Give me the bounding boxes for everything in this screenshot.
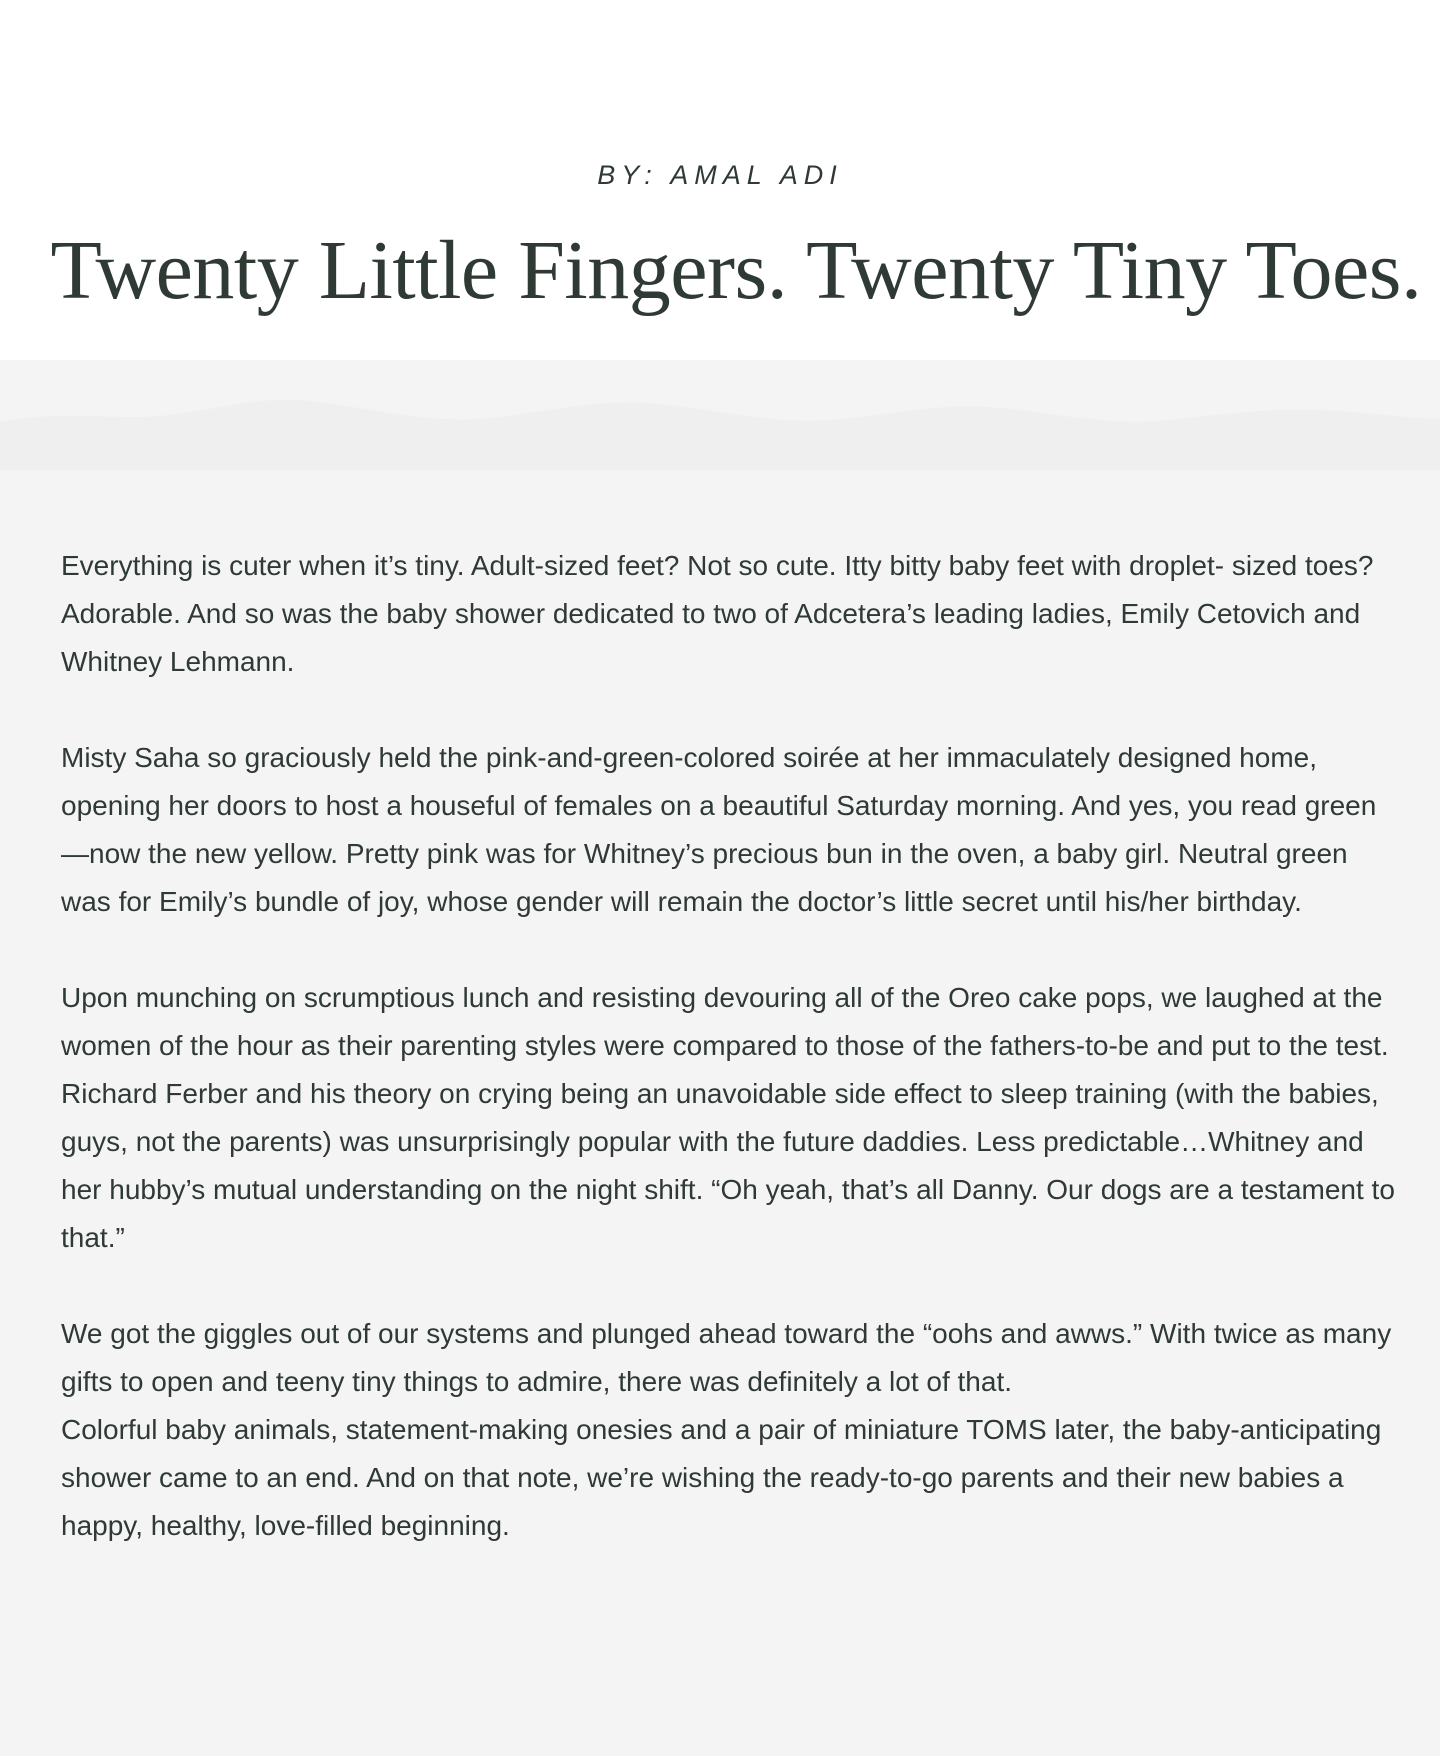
byline: BY: AMAL ADI: [597, 160, 843, 190]
article-title: Twenty Little Fingers. Twenty Tiny Toes.: [50, 224, 1422, 317]
article-paragraph: We got the giggles out of our systems and plunged ahead toward the “oohs and awws.” With twice as many gifts to open and teeny tiny things to admire, there was definitely a lot of that. Colorful baby animals, statement-making onesies and a pair of miniature TOMS later, the baby-anticipating shower came to an end. And on that note, we’re wishing the ready-to-go parents and their new babies a happy, healthy, love-filled beginning.: [61, 1318, 1392, 1541]
article-paragraph: Misty Saha so graciously held the pink-and-green-colored soirée at her immaculately designed home, opening her doors to host a houseful of females on a beautiful Saturday morning. And yes, you read green—now the new yellow. Pretty pink was for Whitney’s precious bun in the oven, a baby girl. Neutral green was for Emily’s bundle of joy, whose gender will remain the doctor’s little secret until his/her birthday.: [61, 742, 1377, 917]
article-paragraph: Upon munching on scrumptious lunch and resisting devouring all of the Oreo cake pops, we laughed at the women of the hour as their parenting styles were compared to those of the fathers-to-be and put to the test. Richard Ferber and his theory on crying being an unavoidable side effect to sleep training (with the babies, guys, not the parents) was unsurprisingly popular with the future daddies. Less predictable…Whitney and her hubby’s mutual understanding on the night shift. “Oh yeah, that’s all Danny. Our dogs are a testament to that.”: [61, 982, 1395, 1253]
article-body: [61, 542, 1401, 1598]
article-paragraph: Everything is cuter when it’s tiny. Adult-sized feet? Not so cute. Itty bitty baby feet with droplet- sized toes? Adorable. And so was the baby shower dedicated to two of Adcetera’s leading ladies, Emily Cetovich and Whitney Lehmann.: [61, 550, 1374, 677]
torn-paper-edge: [0, 350, 1440, 470]
